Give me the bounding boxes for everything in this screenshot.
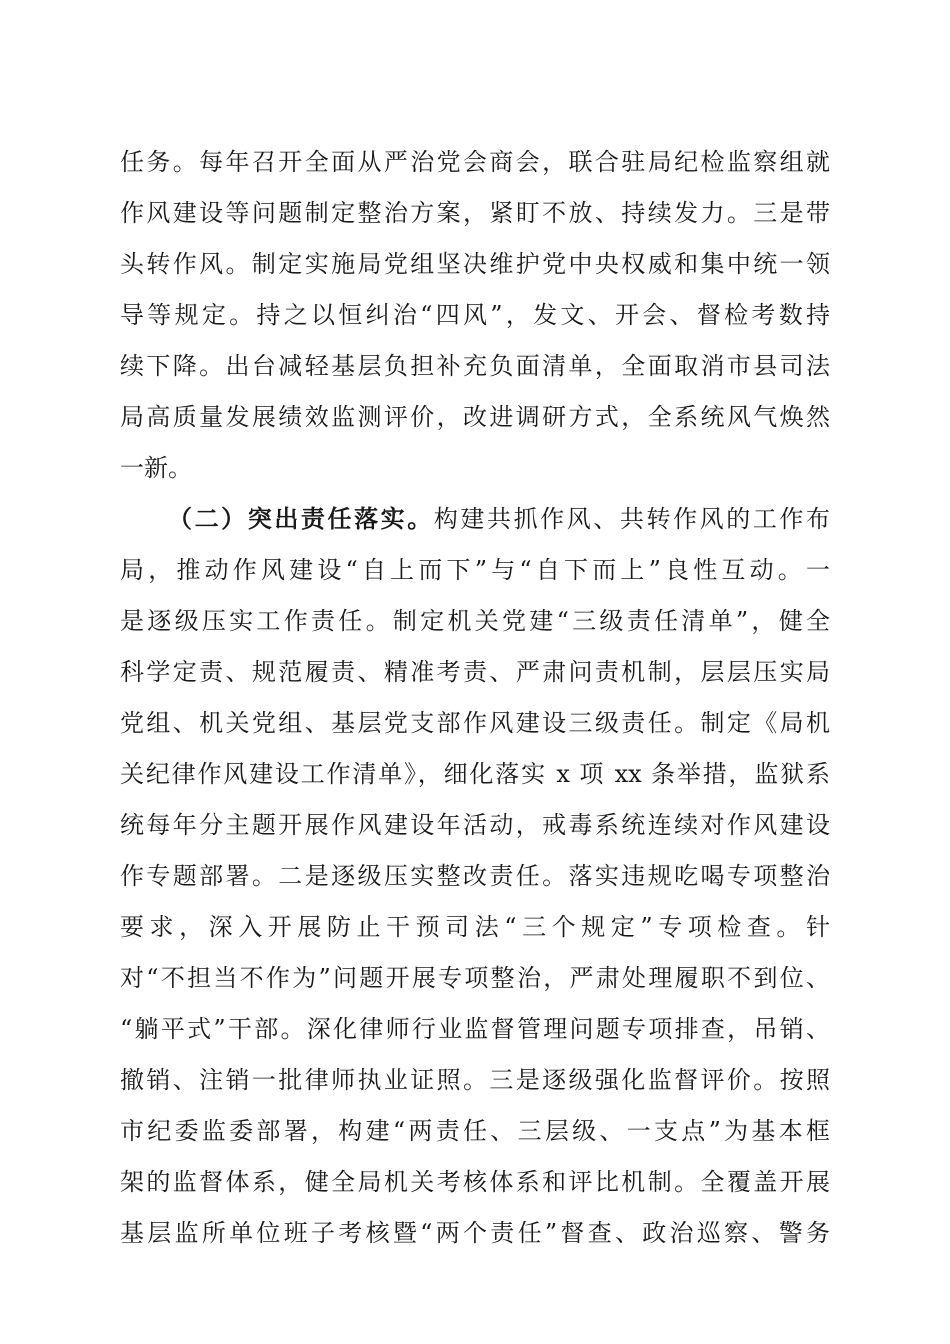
paragraph2-line-12: 撤销、注销一批律师执业证照。三是逐级强化监督评价。按照 bbox=[120, 1066, 830, 1094]
paragraph2-line-15: 基层监所单位班子考核暨“两个责任”督查、政治巡察、警务 bbox=[120, 1219, 830, 1247]
paragraph2-line-5: 党组、机关党组、基层党支部作风建设三级责任。制定《局机 bbox=[120, 709, 830, 737]
paragraph2-line-8: 作专题部署。二是逐级压实整改责任。落实违规吃喝专项整治 bbox=[120, 862, 830, 890]
paragraph1-line-1: 任务。每年召开全面从严治党会商会，联合驻局纪检监察组就 bbox=[120, 148, 830, 176]
paragraph2-line-6: 关纪律作风建设工作清单》，细化落实 x 项 xx 条举措，监狱系 bbox=[120, 760, 830, 788]
paragraph2-line-7: 统每年分主题开展作风建设年活动，戒毒系统连续对作风建设 bbox=[120, 811, 830, 839]
section-heading: （二）突出责任落实。 bbox=[168, 504, 434, 533]
paragraph1-line-3: 头转作风。制定实施局党组坚决维护党中央权威和集中统一领 bbox=[120, 250, 830, 278]
paragraph2-line-9: 要求，深入开展防止干预司法“三个规定”专项检查。针 bbox=[120, 913, 830, 941]
paragraph2-line-1 bbox=[168, 499, 830, 539]
paragraph1-line-6: 局高质量发展绩效监测评价，改进调研方式，全系统风气焕然 bbox=[120, 403, 830, 431]
paragraph2-line-13: 市纪委监委部署，构建“两责任、三层级、一支点”为基本框 bbox=[120, 1117, 830, 1145]
paragraph1-line-7: 一新。 bbox=[120, 454, 192, 482]
paragraph2-line-1-text: 构建共抓作风、共转作风的工作布 bbox=[433, 505, 831, 533]
paragraph2-line-11: “躺平式”干部。深化律师行业监督管理问题专项排查，吊销、 bbox=[120, 1015, 830, 1043]
paragraph1-line-2: 作风建设等问题制定整治方案，紧盯不放、持续发力。三是带 bbox=[120, 199, 830, 227]
paragraph1-line-5: 续下降。出台减轻基层负担补充负面清单，全面取消市县司法 bbox=[120, 352, 830, 380]
paragraph2-line-3: 是逐级压实工作责任。制定机关党建“三级责任清单”，健全 bbox=[120, 607, 830, 635]
paragraph2-line-10: 对“不担当不作为”问题开展专项整治，严肃处理履职不到位、 bbox=[120, 964, 830, 992]
paragraph2-line-4: 科学定责、规范履责、精准考责、严肃问责机制，层层压实局 bbox=[120, 658, 830, 686]
paragraph2-line-14: 架的监督体系，健全局机关考核体系和评比机制。全覆盖开展 bbox=[120, 1168, 830, 1196]
paragraph2-line-2: 局，推动作风建设“自上而下”与“自下而上”良性互动。一 bbox=[120, 556, 830, 584]
paragraph1-line-4: 导等规定。持之以恒纠治“四风”，发文、开会、督检考数持 bbox=[120, 301, 830, 329]
